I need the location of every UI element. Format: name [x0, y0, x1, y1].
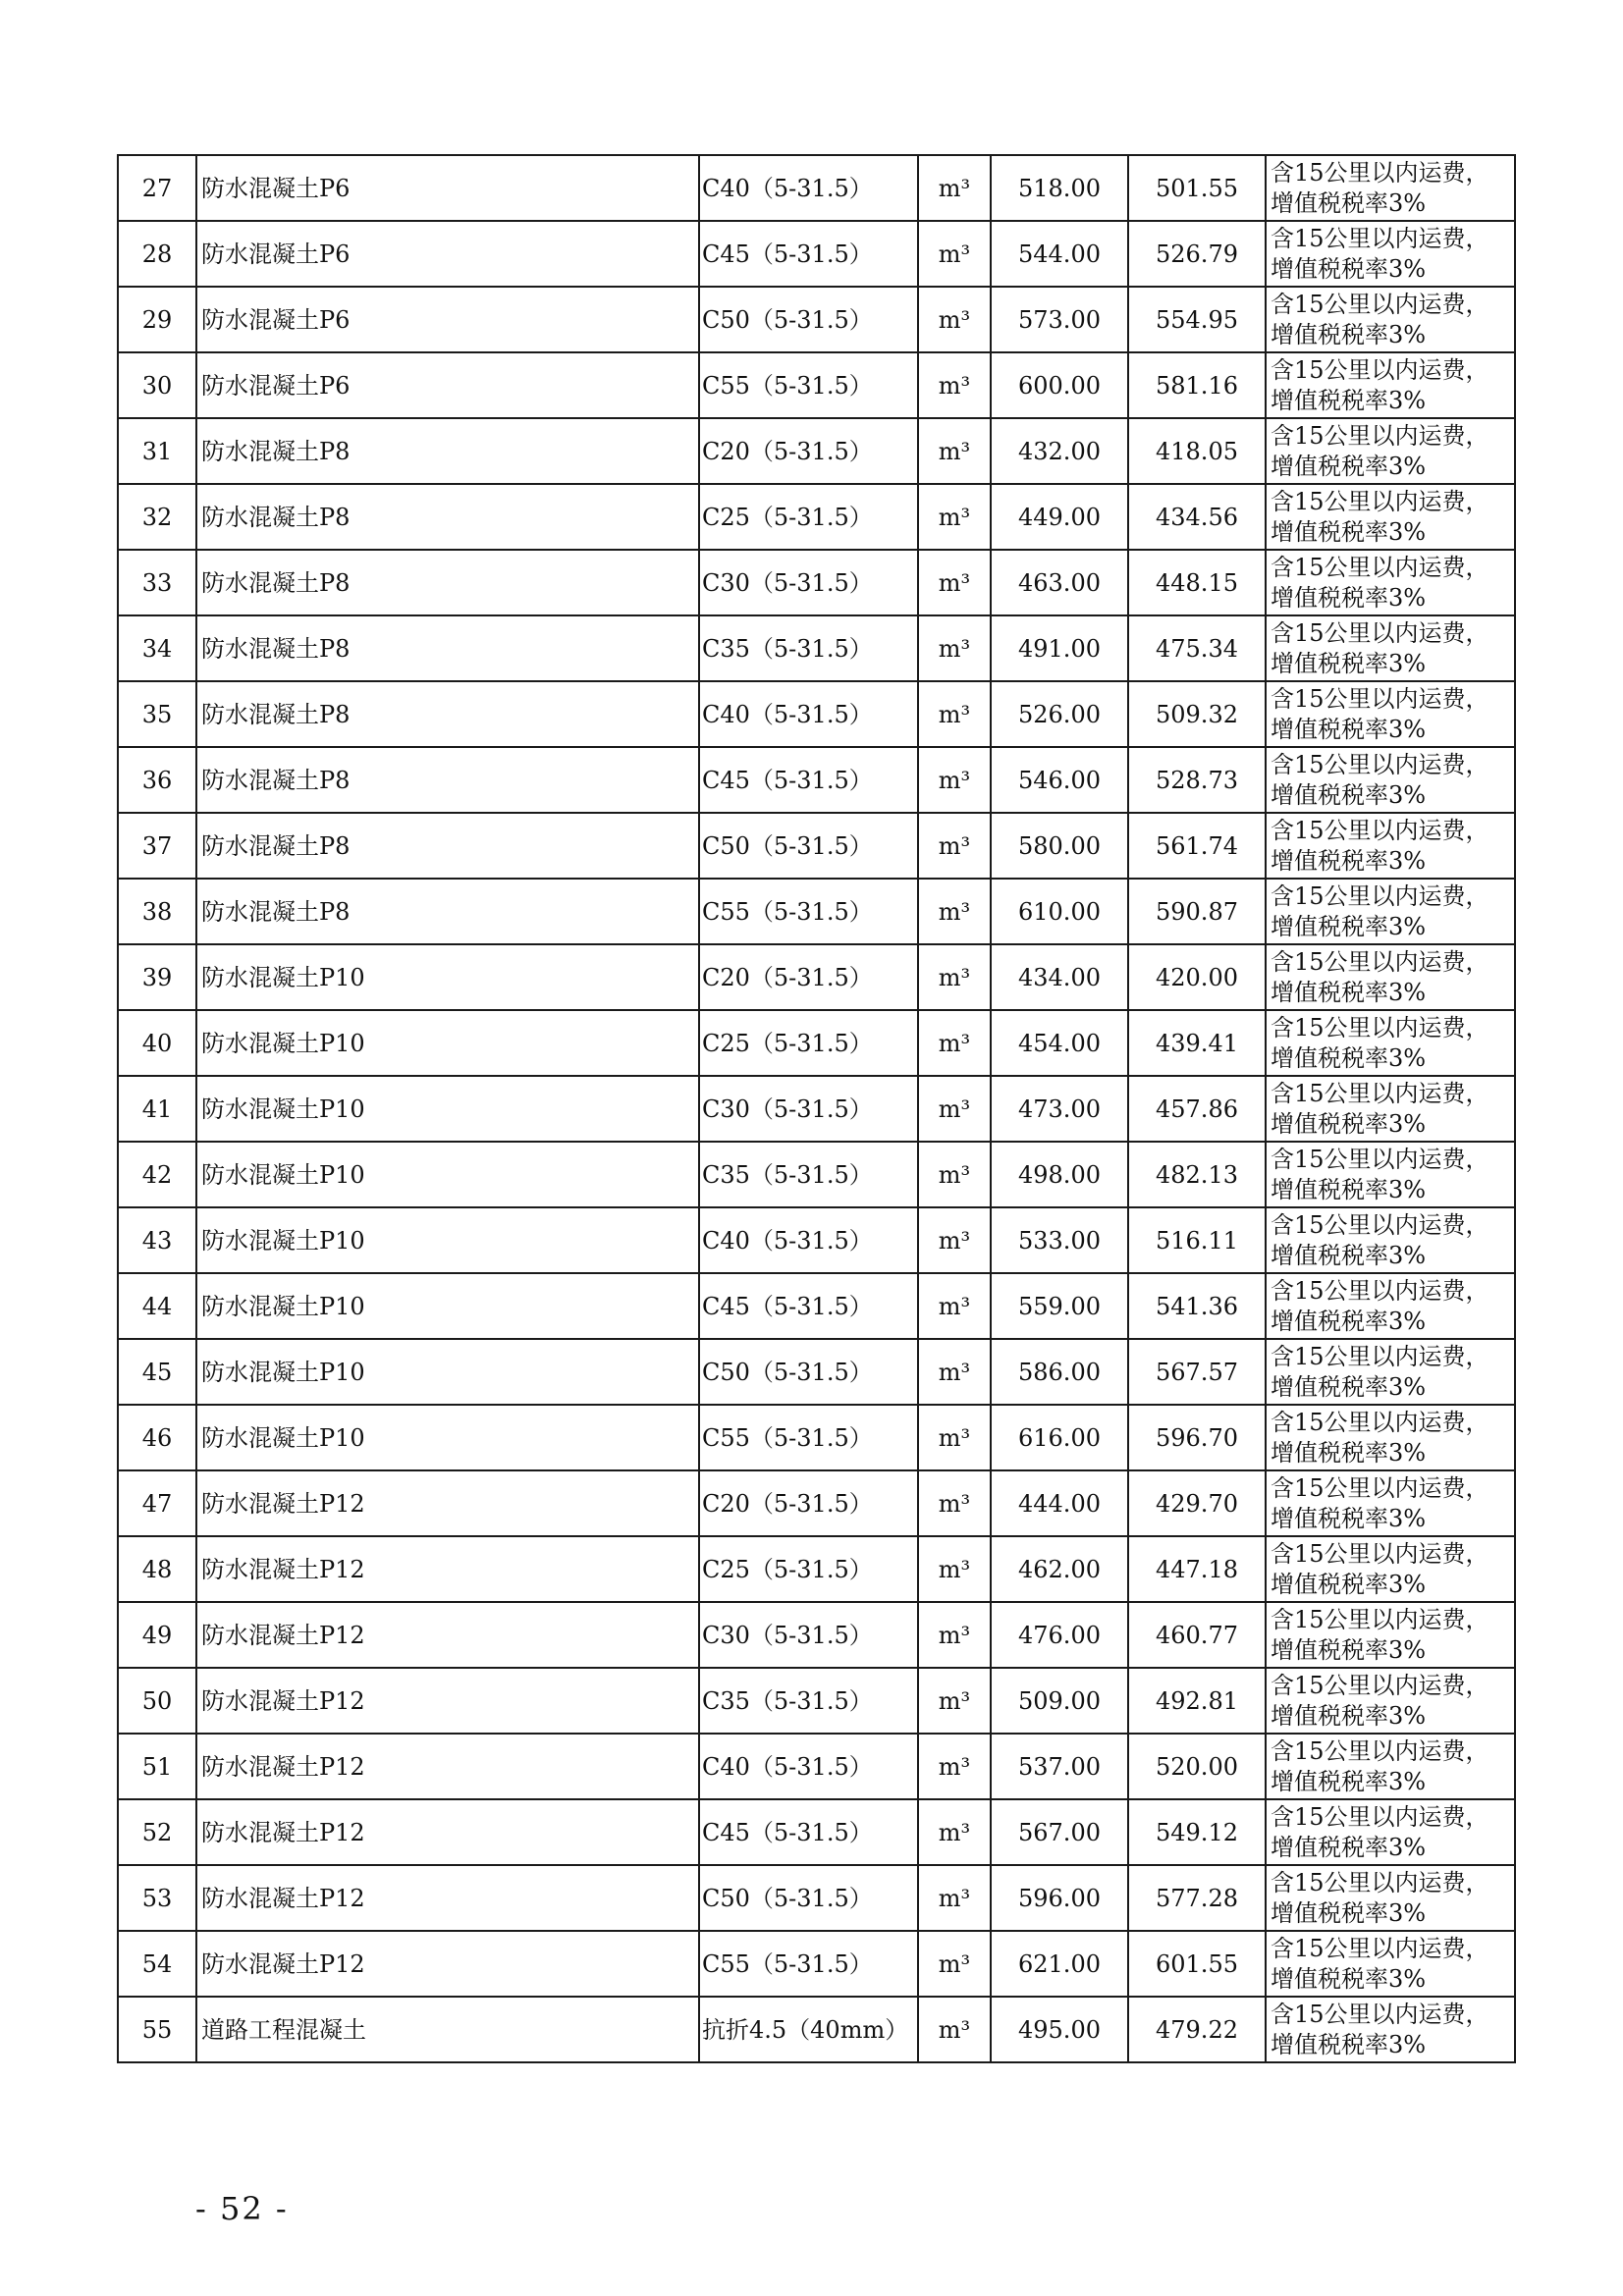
unit-cell: m³: [918, 1010, 991, 1076]
price-tax-included-cell: 463.00: [991, 550, 1128, 615]
row-number-cell: 33: [118, 550, 196, 615]
note-line: 含15公里以内运费，: [1271, 553, 1489, 581]
page-number: - 52 -: [195, 2190, 289, 2227]
item-name-cell: 防水混凝土P10: [196, 944, 699, 1010]
table-row: [118, 1339, 1515, 1405]
table-row: [118, 1668, 1515, 1734]
spec-cell: C50（5-31.5）: [699, 1865, 918, 1931]
note-cell: [1266, 1273, 1515, 1339]
note-line: 含15公里以内运费，: [1271, 816, 1489, 844]
row-number-cell: 27: [118, 155, 196, 221]
price-tax-excluded-cell: 567.57: [1128, 1339, 1266, 1405]
spec-cell: C25（5-31.5）: [699, 1010, 918, 1076]
table-row: [118, 1536, 1515, 1602]
price-table: [117, 154, 1516, 2063]
spec-cell: C55（5-31.5）: [699, 1405, 918, 1470]
item-name-cell: 防水混凝土P6: [196, 352, 699, 418]
table-row: [118, 550, 1515, 615]
item-name-cell: 防水混凝土P8: [196, 615, 699, 681]
table-row: [118, 1010, 1515, 1076]
unit-cell: m³: [918, 1536, 991, 1602]
table-body: [118, 155, 1515, 2062]
unit-cell: m³: [918, 1207, 991, 1273]
price-tax-included-cell: 498.00: [991, 1142, 1128, 1207]
price-tax-included-cell: 546.00: [991, 747, 1128, 813]
table-row: [118, 1865, 1515, 1931]
unit-cell: m³: [918, 550, 991, 615]
price-tax-included-cell: 610.00: [991, 879, 1128, 944]
note-cell: [1266, 1076, 1515, 1142]
item-name-cell: 防水混凝土P12: [196, 1734, 699, 1799]
row-number-cell: 52: [118, 1799, 196, 1865]
item-name-cell: 防水混凝土P12: [196, 1536, 699, 1602]
spec-cell: C30（5-31.5）: [699, 1076, 918, 1142]
spec-cell: C55（5-31.5）: [699, 879, 918, 944]
note-line: 增值税税率3%: [1271, 517, 1427, 546]
spec-cell: C50（5-31.5）: [699, 287, 918, 352]
price-tax-excluded-cell: 577.28: [1128, 1865, 1266, 1931]
note-line: 增值税税率3%: [1271, 978, 1427, 1006]
note-line: 增值税税率3%: [1271, 188, 1427, 217]
spec-cell: C45（5-31.5）: [699, 747, 918, 813]
note-line: 含15公里以内运费，: [1271, 1802, 1489, 1831]
note-cell: [1266, 813, 1515, 879]
item-name-cell: 防水混凝土P6: [196, 155, 699, 221]
note-cell: [1266, 1142, 1515, 1207]
note-line: 含15公里以内运费，: [1271, 1145, 1489, 1173]
spec-cell: C40（5-31.5）: [699, 155, 918, 221]
row-number-cell: 29: [118, 287, 196, 352]
price-tax-excluded-cell: 596.70: [1128, 1405, 1266, 1470]
note-cell: [1266, 1470, 1515, 1536]
table-row: [118, 879, 1515, 944]
price-tax-included-cell: 567.00: [991, 1799, 1128, 1865]
row-number-cell: 47: [118, 1470, 196, 1536]
table-row: [118, 155, 1515, 221]
note-line: 增值税税率3%: [1271, 1307, 1427, 1335]
note-cell: [1266, 1668, 1515, 1734]
spec-cell: C45（5-31.5）: [699, 1799, 918, 1865]
item-name-cell: 防水混凝土P12: [196, 1668, 699, 1734]
note-line: 含15公里以内运费，: [1271, 1342, 1489, 1370]
note-line: 含15公里以内运费，: [1271, 1934, 1489, 1962]
note-cell: [1266, 879, 1515, 944]
table-row: [118, 615, 1515, 681]
price-tax-excluded-cell: 516.11: [1128, 1207, 1266, 1273]
note-cell: [1266, 484, 1515, 550]
note-line: 含15公里以内运费，: [1271, 487, 1489, 515]
table-row: [118, 1734, 1515, 1799]
row-number-cell: 32: [118, 484, 196, 550]
note-line: 含15公里以内运费，: [1271, 1276, 1489, 1305]
note-cell: [1266, 944, 1515, 1010]
unit-cell: m³: [918, 879, 991, 944]
price-tax-excluded-cell: 601.55: [1128, 1931, 1266, 1997]
note-cell: [1266, 221, 1515, 287]
price-tax-included-cell: 518.00: [991, 155, 1128, 221]
price-tax-included-cell: 559.00: [991, 1273, 1128, 1339]
unit-cell: m³: [918, 944, 991, 1010]
price-tax-included-cell: 621.00: [991, 1931, 1128, 1997]
note-cell: [1266, 352, 1515, 418]
item-name-cell: 防水混凝土P8: [196, 813, 699, 879]
note-cell: [1266, 681, 1515, 747]
note-line: 含15公里以内运费，: [1271, 750, 1489, 778]
table-row: [118, 1799, 1515, 1865]
spec-cell: C30（5-31.5）: [699, 1602, 918, 1668]
note-line: 增值税税率3%: [1271, 1504, 1427, 1532]
spec-cell: C40（5-31.5）: [699, 1734, 918, 1799]
row-number-cell: 51: [118, 1734, 196, 1799]
note-cell: [1266, 418, 1515, 484]
note-cell: [1266, 1339, 1515, 1405]
row-number-cell: 50: [118, 1668, 196, 1734]
note-cell: [1266, 155, 1515, 221]
table-row: [118, 1470, 1515, 1536]
note-line: 增值税税率3%: [1271, 1109, 1427, 1138]
item-name-cell: 防水混凝土P12: [196, 1865, 699, 1931]
row-number-cell: 37: [118, 813, 196, 879]
item-name-cell: 防水混凝土P8: [196, 747, 699, 813]
note-line: 含15公里以内运费，: [1271, 2000, 1489, 2028]
row-number-cell: 31: [118, 418, 196, 484]
item-name-cell: 防水混凝土P10: [196, 1273, 699, 1339]
spec-cell: C40（5-31.5）: [699, 681, 918, 747]
row-number-cell: 43: [118, 1207, 196, 1273]
note-cell: [1266, 1602, 1515, 1668]
price-tax-included-cell: 533.00: [991, 1207, 1128, 1273]
note-cell: [1266, 1010, 1515, 1076]
item-name-cell: 防水混凝土P10: [196, 1142, 699, 1207]
unit-cell: m³: [918, 221, 991, 287]
row-number-cell: 38: [118, 879, 196, 944]
spec-cell: C40（5-31.5）: [699, 1207, 918, 1273]
note-line: 含15公里以内运费，: [1271, 1605, 1489, 1633]
row-number-cell: 40: [118, 1010, 196, 1076]
unit-cell: m³: [918, 1602, 991, 1668]
price-tax-included-cell: 509.00: [991, 1668, 1128, 1734]
price-tax-excluded-cell: 509.32: [1128, 681, 1266, 747]
unit-cell: m³: [918, 1339, 991, 1405]
price-tax-included-cell: 580.00: [991, 813, 1128, 879]
price-tax-included-cell: 596.00: [991, 1865, 1128, 1931]
spec-cell: C25（5-31.5）: [699, 484, 918, 550]
price-tax-excluded-cell: 482.13: [1128, 1142, 1266, 1207]
note-line: 增值税税率3%: [1271, 1570, 1427, 1598]
note-line: 增值税税率3%: [1271, 1241, 1427, 1269]
spec-cell: C20（5-31.5）: [699, 944, 918, 1010]
note-line: 增值税税率3%: [1271, 715, 1427, 743]
spec-cell: C45（5-31.5）: [699, 1273, 918, 1339]
note-line: 含15公里以内运费，: [1271, 1079, 1489, 1107]
unit-cell: m³: [918, 1799, 991, 1865]
note-line: 含15公里以内运费，: [1271, 421, 1489, 450]
price-tax-excluded-cell: 457.86: [1128, 1076, 1266, 1142]
note-line: 含15公里以内运费，: [1271, 618, 1489, 647]
item-name-cell: 防水混凝土P10: [196, 1010, 699, 1076]
note-line: 增值税税率3%: [1271, 912, 1427, 940]
unit-cell: m³: [918, 615, 991, 681]
unit-cell: m³: [918, 813, 991, 879]
item-name-cell: 防水混凝土P12: [196, 1799, 699, 1865]
price-tax-excluded-cell: 448.15: [1128, 550, 1266, 615]
price-tax-included-cell: 495.00: [991, 1997, 1128, 2062]
table-row: [118, 813, 1515, 879]
item-name-cell: 道路工程混凝土: [196, 1997, 699, 2062]
note-cell: [1266, 1536, 1515, 1602]
row-number-cell: 54: [118, 1931, 196, 1997]
price-tax-excluded-cell: 526.79: [1128, 221, 1266, 287]
price-tax-included-cell: 537.00: [991, 1734, 1128, 1799]
note-line: 含15公里以内运费，: [1271, 1473, 1489, 1502]
price-tax-excluded-cell: 434.56: [1128, 484, 1266, 550]
note-line: 增值税税率3%: [1271, 846, 1427, 875]
price-tax-included-cell: 526.00: [991, 681, 1128, 747]
note-cell: [1266, 1931, 1515, 1997]
row-number-cell: 46: [118, 1405, 196, 1470]
table-row: [118, 1931, 1515, 1997]
table-row: [118, 1142, 1515, 1207]
note-cell: [1266, 747, 1515, 813]
item-name-cell: 防水混凝土P8: [196, 681, 699, 747]
note-cell: [1266, 287, 1515, 352]
item-name-cell: 防水混凝土P10: [196, 1339, 699, 1405]
price-tax-excluded-cell: 581.16: [1128, 352, 1266, 418]
unit-cell: m³: [918, 1734, 991, 1799]
price-tax-excluded-cell: 492.81: [1128, 1668, 1266, 1734]
price-tax-excluded-cell: 520.00: [1128, 1734, 1266, 1799]
item-name-cell: 防水混凝土P8: [196, 418, 699, 484]
note-line: 增值税税率3%: [1271, 583, 1427, 612]
table-row: [118, 418, 1515, 484]
unit-cell: m³: [918, 1142, 991, 1207]
note-cell: [1266, 1405, 1515, 1470]
table-row: [118, 1405, 1515, 1470]
note-cell: [1266, 615, 1515, 681]
table-row: [118, 1273, 1515, 1339]
note-line: 含15公里以内运费，: [1271, 1408, 1489, 1436]
table-row: [118, 484, 1515, 550]
price-tax-excluded-cell: 429.70: [1128, 1470, 1266, 1536]
row-number-cell: 44: [118, 1273, 196, 1339]
item-name-cell: 防水混凝土P6: [196, 287, 699, 352]
spec-cell: C20（5-31.5）: [699, 418, 918, 484]
price-tax-excluded-cell: 501.55: [1128, 155, 1266, 221]
unit-cell: m³: [918, 484, 991, 550]
note-line: 含15公里以内运费，: [1271, 1013, 1489, 1041]
note-line: 含15公里以内运费，: [1271, 947, 1489, 976]
price-tax-included-cell: 449.00: [991, 484, 1128, 550]
note-line: 增值税税率3%: [1271, 1043, 1427, 1072]
note-line: 增值税税率3%: [1271, 649, 1427, 677]
note-line: 增值税税率3%: [1271, 1701, 1427, 1730]
item-name-cell: 防水混凝土P10: [196, 1405, 699, 1470]
note-line: 增值税税率3%: [1271, 1898, 1427, 1927]
note-line: 含15公里以内运费，: [1271, 1539, 1489, 1568]
unit-cell: m³: [918, 418, 991, 484]
table-row: [118, 747, 1515, 813]
table-row: [118, 1207, 1515, 1273]
note-line: 增值税税率3%: [1271, 1767, 1427, 1795]
price-tax-included-cell: 616.00: [991, 1405, 1128, 1470]
price-tax-included-cell: 454.00: [991, 1010, 1128, 1076]
note-line: 增值税税率3%: [1271, 320, 1427, 348]
spec-cell: C50（5-31.5）: [699, 1339, 918, 1405]
item-name-cell: 防水混凝土P8: [196, 484, 699, 550]
row-number-cell: 45: [118, 1339, 196, 1405]
row-number-cell: 41: [118, 1076, 196, 1142]
price-tax-included-cell: 473.00: [991, 1076, 1128, 1142]
unit-cell: m³: [918, 1997, 991, 2062]
row-number-cell: 49: [118, 1602, 196, 1668]
spec-cell: C35（5-31.5）: [699, 1668, 918, 1734]
price-tax-included-cell: 432.00: [991, 418, 1128, 484]
note-cell: [1266, 1799, 1515, 1865]
unit-cell: m³: [918, 1076, 991, 1142]
note-line: 增值税税率3%: [1271, 386, 1427, 414]
table-row: [118, 1602, 1515, 1668]
unit-cell: m³: [918, 747, 991, 813]
item-name-cell: 防水混凝土P6: [196, 221, 699, 287]
note-line: 含15公里以内运费，: [1271, 881, 1489, 910]
note-line: 含15公里以内运费，: [1271, 290, 1489, 318]
price-tax-excluded-cell: 479.22: [1128, 1997, 1266, 2062]
unit-cell: m³: [918, 1931, 991, 1997]
row-number-cell: 34: [118, 615, 196, 681]
note-line: 含15公里以内运费，: [1271, 1671, 1489, 1699]
price-tax-included-cell: 586.00: [991, 1339, 1128, 1405]
note-cell: [1266, 1207, 1515, 1273]
note-line: 增值税税率3%: [1271, 1372, 1427, 1401]
price-tax-included-cell: 444.00: [991, 1470, 1128, 1536]
table-row: [118, 1076, 1515, 1142]
unit-cell: m³: [918, 155, 991, 221]
table-row: [118, 352, 1515, 418]
spec-cell: C55（5-31.5）: [699, 352, 918, 418]
note-line: 含15公里以内运费，: [1271, 224, 1489, 252]
note-line: 含15公里以内运费，: [1271, 1736, 1489, 1765]
price-tax-excluded-cell: 541.36: [1128, 1273, 1266, 1339]
note-line: 增值税税率3%: [1271, 254, 1427, 283]
price-tax-excluded-cell: 447.18: [1128, 1536, 1266, 1602]
price-tax-excluded-cell: 561.74: [1128, 813, 1266, 879]
unit-cell: m³: [918, 1470, 991, 1536]
price-tax-excluded-cell: 475.34: [1128, 615, 1266, 681]
row-number-cell: 28: [118, 221, 196, 287]
spec-cell: C20（5-31.5）: [699, 1470, 918, 1536]
note-line: 增值税税率3%: [1271, 2030, 1427, 2058]
item-name-cell: 防水混凝土P10: [196, 1076, 699, 1142]
note-line: 增值税税率3%: [1271, 1635, 1427, 1664]
note-line: 增值税税率3%: [1271, 1964, 1427, 1993]
note-line: 增值税税率3%: [1271, 452, 1427, 480]
table-row: [118, 944, 1515, 1010]
row-number-cell: 36: [118, 747, 196, 813]
note-line: 增值税税率3%: [1271, 1438, 1427, 1467]
spec-cell: C25（5-31.5）: [699, 1536, 918, 1602]
table-row: [118, 221, 1515, 287]
price-tax-included-cell: 544.00: [991, 221, 1128, 287]
spec-cell: C30（5-31.5）: [699, 550, 918, 615]
note-line: 含15公里以内运费，: [1271, 1868, 1489, 1896]
price-tax-included-cell: 434.00: [991, 944, 1128, 1010]
price-tax-excluded-cell: 554.95: [1128, 287, 1266, 352]
unit-cell: m³: [918, 1865, 991, 1931]
row-number-cell: 53: [118, 1865, 196, 1931]
note-line: 含15公里以内运费，: [1271, 1210, 1489, 1239]
note-cell: [1266, 1734, 1515, 1799]
unit-cell: m³: [918, 681, 991, 747]
price-tax-included-cell: 462.00: [991, 1536, 1128, 1602]
table-row: [118, 681, 1515, 747]
spec-cell: C45（5-31.5）: [699, 221, 918, 287]
note-line: 增值税税率3%: [1271, 1175, 1427, 1203]
row-number-cell: 42: [118, 1142, 196, 1207]
note-cell: [1266, 1865, 1515, 1931]
item-name-cell: 防水混凝土P8: [196, 879, 699, 944]
price-tax-excluded-cell: 528.73: [1128, 747, 1266, 813]
price-tax-included-cell: 600.00: [991, 352, 1128, 418]
row-number-cell: 35: [118, 681, 196, 747]
price-tax-excluded-cell: 439.41: [1128, 1010, 1266, 1076]
note-line: 增值税税率3%: [1271, 780, 1427, 809]
price-tax-included-cell: 476.00: [991, 1602, 1128, 1668]
note-line: 含15公里以内运费，: [1271, 355, 1489, 384]
item-name-cell: 防水混凝土P10: [196, 1207, 699, 1273]
price-tax-excluded-cell: 590.87: [1128, 879, 1266, 944]
unit-cell: m³: [918, 287, 991, 352]
table-row: [118, 287, 1515, 352]
price-tax-included-cell: 573.00: [991, 287, 1128, 352]
spec-cell: C50（5-31.5）: [699, 813, 918, 879]
unit-cell: m³: [918, 1273, 991, 1339]
price-tax-excluded-cell: 549.12: [1128, 1799, 1266, 1865]
row-number-cell: 48: [118, 1536, 196, 1602]
price-tax-excluded-cell: 418.05: [1128, 418, 1266, 484]
note-cell: [1266, 550, 1515, 615]
row-number-cell: 55: [118, 1997, 196, 2062]
item-name-cell: 防水混凝土P12: [196, 1931, 699, 1997]
spec-cell: C35（5-31.5）: [699, 615, 918, 681]
unit-cell: m³: [918, 1668, 991, 1734]
row-number-cell: 39: [118, 944, 196, 1010]
item-name-cell: 防水混凝土P8: [196, 550, 699, 615]
note-cell: [1266, 1997, 1515, 2062]
spec-cell: 抗折4.5（40mm）: [699, 1997, 918, 2062]
item-name-cell: 防水混凝土P12: [196, 1470, 699, 1536]
price-tax-excluded-cell: 420.00: [1128, 944, 1266, 1010]
note-line: 含15公里以内运费，: [1271, 684, 1489, 713]
note-line: 含15公里以内运费，: [1271, 158, 1489, 187]
note-line: 增值税税率3%: [1271, 1833, 1427, 1861]
spec-cell: C55（5-31.5）: [699, 1931, 918, 1997]
price-tax-excluded-cell: 460.77: [1128, 1602, 1266, 1668]
item-name-cell: 防水混凝土P12: [196, 1602, 699, 1668]
unit-cell: m³: [918, 352, 991, 418]
row-number-cell: 30: [118, 352, 196, 418]
spec-cell: C35（5-31.5）: [699, 1142, 918, 1207]
price-tax-included-cell: 491.00: [991, 615, 1128, 681]
unit-cell: m³: [918, 1405, 991, 1470]
table-row: [118, 1997, 1515, 2062]
